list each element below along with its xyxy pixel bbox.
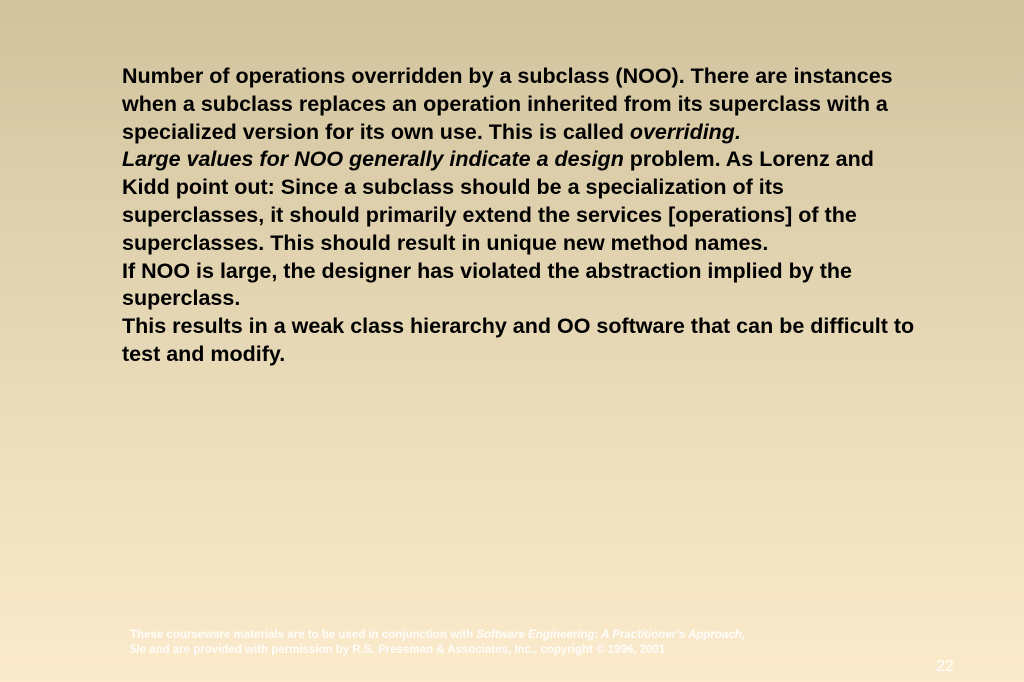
noo-definition-text: Number of operations overridden by a subclass (NOO). There are instances when a subclass replaces an operation inherited from its superclass with a specialized version for its own use. This is called	[122, 64, 893, 144]
paragraph-noo-definition	[122, 63, 922, 146]
footer-line-2: 5/e and are provided with permission by R.S. Pressman & Associates, Inc., copyright © 1996, 2001	[130, 643, 666, 656]
paragraph-large-values	[122, 146, 922, 257]
large-values-emphasis: Large values for NOO generally indicate a design	[122, 147, 624, 172]
footer-line-1	[130, 628, 910, 643]
overriding-term: overriding.	[629, 119, 741, 144]
large-values-text: problem. As Lorenz and Kidd point out: Since a subclass should be a specialization of its superclasses, it should primarily extend the services [operations] of the superclasses. This should result in unique new method names.	[122, 147, 874, 255]
footer-book-title: Software Engineering: A Practitioner's Approach,	[476, 629, 745, 641]
footer-line-1-text: These courseware materials are to be used in conjunction with	[130, 629, 477, 641]
courseware-footer	[130, 628, 910, 657]
slide-body	[122, 63, 922, 369]
paragraph-abstraction: If NOO is large, the designer has violated the abstraction implied by the superclass.	[122, 258, 852, 311]
paragraph-weak-hierarchy: This results in a weak class hierarchy and OO software that can be difficult to test and modify.	[122, 314, 915, 366]
page-number: 22	[936, 658, 954, 675]
